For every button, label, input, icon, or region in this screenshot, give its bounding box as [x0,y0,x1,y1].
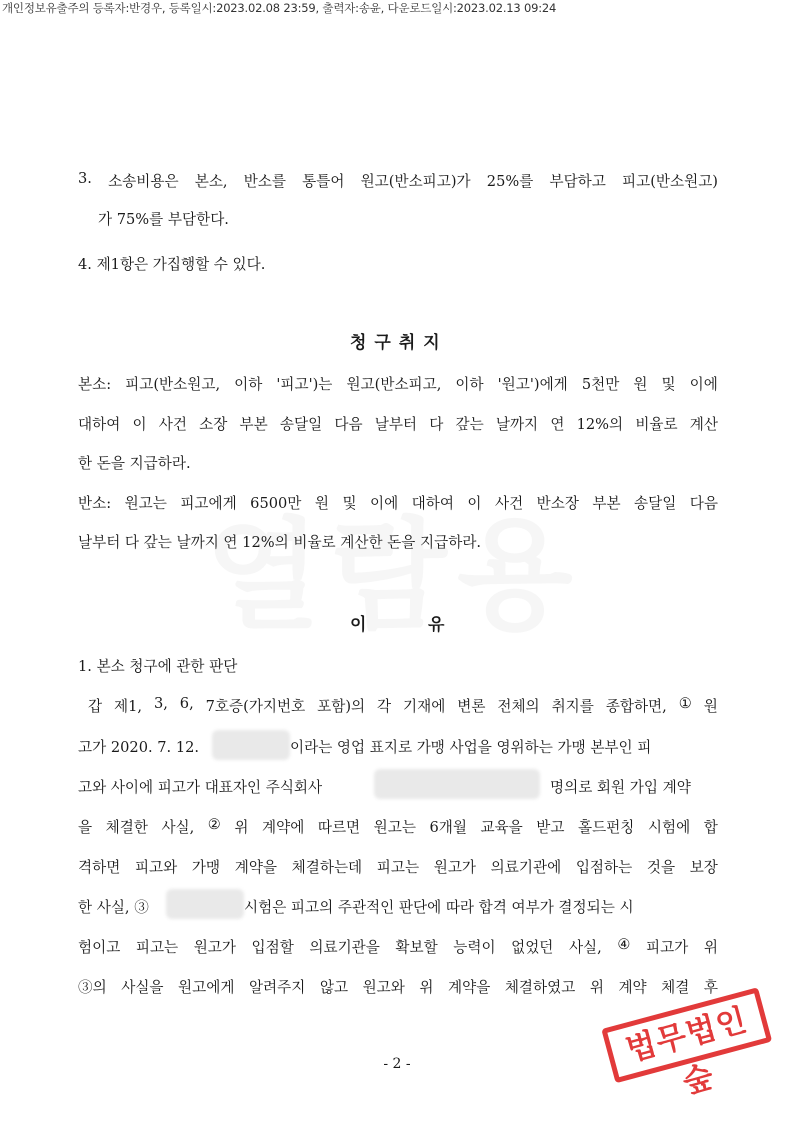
word: 알려주지 [248,979,306,996]
word: 피고에게 [180,495,237,512]
word: 원고(반소피고)가 [360,173,471,190]
reason-line-6-part2: 시험은 피고의 주관적인 판단에 따라 합격 여부가 결정되는 시 [244,899,634,916]
word: 사실을 [121,979,164,996]
word: 포함)의 [317,698,366,715]
word: 가맹 [191,859,221,876]
word: 않고 [319,979,349,996]
word: 갚는 [455,416,484,433]
word: 본소, [194,173,228,190]
word: 6개월 [429,819,467,836]
word: 원 [314,495,329,512]
word: 보장 [689,859,718,876]
word: ① [678,695,692,712]
word: 피고가 [645,939,689,956]
word: 피고와 [134,859,178,876]
word: 이에 [370,495,399,512]
word: 위 [589,979,604,996]
word: 및 [661,376,676,393]
word: 원고(반소피고, [346,376,442,393]
word: 이하 [455,376,484,393]
reason-line-3-part2: 명의로 회원 가입 계약 [550,779,691,796]
word: 을 [78,819,93,836]
stamp-text: 법무법인 숲 [601,987,772,1083]
word: 부담하고 [549,173,606,190]
word: 5천만 [581,376,620,393]
word: 원 [703,698,718,715]
word: 원고가 [193,939,236,956]
word: 피고(반소원고, [125,376,221,393]
word: 원고에게 [178,979,235,996]
word: 날까지 [495,416,539,433]
word: 연 [550,416,565,433]
word: 반소: [78,495,112,512]
reason-heading-right: 유 [428,615,453,635]
word: 원고는 [373,819,416,836]
word: 부본 [239,416,268,433]
section1-title: 1. 본소 청구에 관한 판단 [78,658,238,675]
word: 송달일 [279,416,323,433]
word: 3, [153,695,168,712]
word: 6500만 [250,495,302,512]
word: 능력이 [453,939,496,956]
word: 시험에 [647,819,691,836]
word: 소장 [199,416,228,433]
claim-main-line-1 [78,373,718,394]
word: 갑 [88,698,103,715]
word: 없었던 [511,939,554,956]
word: 의료기관에 [490,859,562,876]
word: '원고')에게 [497,376,568,393]
word: 위 [419,979,434,996]
word: 종합하면, [605,698,667,715]
word: 취지를 [551,698,594,715]
word: 25%를 [486,173,534,190]
word: 따르면 [317,819,361,836]
claim-counter-line-1 [78,492,718,513]
word: 날부터 [374,416,418,433]
word: 제1, [114,698,143,715]
word: 체결하였고 [504,979,576,996]
word: 후 [703,979,718,996]
claim-counter-line-2: 날부터 다 갚는 날까지 연 12%의 비율로 계산한 돈을 지급하라. [78,534,482,551]
reason-line-4 [78,816,718,837]
redacted-company-name [374,769,540,799]
word: 반소를 [243,173,286,190]
reason-line-1 [88,695,718,716]
word: 사건 [494,495,524,512]
word: 본소: [78,376,112,393]
order-item-4: 4. 제1항은 가집행할 수 있다. [78,256,266,273]
word: 피고(반소원고) [622,173,718,190]
word: 계산 [689,416,718,433]
word: 홀드펀칭 [578,819,635,836]
word: 이 [467,495,482,512]
word: 계약에 [262,819,305,836]
word: 이하 [234,376,263,393]
word: 체결 [661,979,690,996]
word: 다음 [689,495,718,512]
word: 12%의 [576,416,624,433]
word: 피고는 [376,859,420,876]
word: 받고 [536,819,565,836]
word: 소송비용은 [108,173,179,190]
word: 원고는 [124,495,167,512]
word: 험이고 [78,939,121,956]
word: 체결한 [105,819,148,836]
order-item-3-line1 [78,170,718,191]
word: 체결하는데 [291,859,363,876]
word: 의료기관을 [309,939,380,956]
word: 위 [703,939,718,956]
page-number: - 2 - [383,1056,411,1072]
word: 대하여 [78,416,121,433]
redacted-test-name [166,889,244,919]
claim-heading: 청구취지 [350,333,448,353]
word: ③의 [78,979,107,996]
word: 전체의 [497,698,540,715]
word: 피고는 [135,939,179,956]
word: ② [207,816,221,833]
word: 다음 [334,416,363,433]
word: 부본 [592,495,621,512]
reason-line-6-part1: 한 사실, ③ [78,899,149,916]
word: 송달일 [634,495,677,512]
word: 대하여 [411,495,454,512]
redacted-brand-name [212,730,290,760]
word: 사건 [158,416,187,433]
reason-line-5 [78,856,718,877]
word: 반소장 [536,495,579,512]
claim-main-line-3: 한 돈을 지급하라. [78,455,191,472]
reason-heading-left: 이 [350,615,375,635]
reason-line-3-part1: 고와 사이에 피고가 대표자인 주식회사 [78,779,323,796]
reason-line-2-part1: 고가 2020. 7. 12. [78,739,200,756]
reason-line-2-part2: 이라는 영업 표지로 가맹 사업을 영위하는 가맹 본부인 피 [290,739,652,756]
word: 사실, [568,939,602,956]
word: 원 [633,376,648,393]
word: 각 [377,698,392,715]
word: 입점하는 [575,859,633,876]
claim-main-line-2 [78,413,718,434]
word: 사실, [161,819,195,836]
print-info-header: 개인정보유출주의 등록자:반경우, 등록일시:2023.02.08 23:59, 출력자:송윤, 다운로드일시:2023.02.13 09:24 [2,1,557,15]
word: 계약을 [234,859,278,876]
word: 원고가 [433,859,477,876]
word: 것을 [646,859,676,876]
word: 원고와 [362,979,405,996]
word: 위 [234,819,249,836]
word: 이 [132,416,147,433]
reason-line-7 [78,936,718,957]
word: 계약을 [448,979,491,996]
word: 다 [429,416,444,433]
word: 7호증(가지번호 [205,698,306,715]
word: 변론 [457,698,486,715]
word: 확보할 [395,939,438,956]
word: '피고')는 [276,376,333,393]
word: 비율로 [635,416,678,433]
word: 입점할 [251,939,294,956]
word: 3. [78,170,92,187]
word: 기재에 [403,698,446,715]
word: 합 [703,819,718,836]
word: 6, [179,695,194,712]
word: 격하면 [78,859,121,876]
order-item-3-line2: 가 75%를 부담한다. [98,211,229,228]
word: 및 [342,495,357,512]
word: ④ [617,936,631,953]
word: 교육을 [480,819,523,836]
word: 계약 [618,979,647,996]
word: 통틀어 [302,173,345,190]
word: 이에 [689,376,718,393]
